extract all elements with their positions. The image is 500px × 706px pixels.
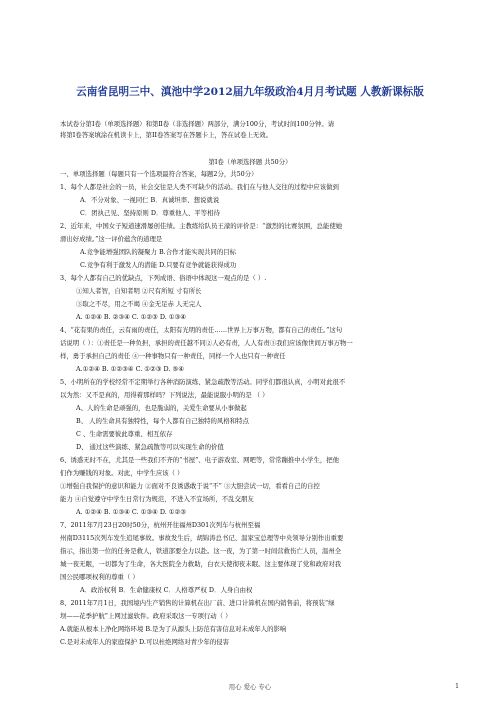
question-item: 8、2011年7月1日，我国境内生产销售的计算机在出厂前、进口计算机在国内销售前，将预装“绿 [60,599,335,607]
question-item: 3、每个人都有自己的优缺点，下列成语、俗语中体现这一观点的是（ ）. [60,274,267,282]
question-item: 2、近年来，中国女子短道速滑屡创佳绩。主教练给队员王濛的评价是：“激烈的比赛氛围，总能使她 [60,222,343,230]
question-item: 坝——花季护航”上网过滤软件。政府采取这一专项行动（ ） [60,612,232,620]
text-line: 将第Ⅰ卷答案填涂在机读卡上，第ⅠⅠ卷答案写在答题卡上，答在试卷上无效。 [60,131,273,139]
answer-option: A、人的生命是顽强的，也是脆弱的，关爱生命要从小事做起 [76,404,247,412]
question-item: 话说明（ ）：①责任是一种负担，承担的责任越不同②人必有责，人人有责③我们应该像世间万事万物一 [60,339,353,347]
question-item: 滑出好成绩。”这一评价蕴含的道理是 [60,235,163,243]
section-heading: 第Ⅰ卷（单项选择题 共50分） [208,158,292,166]
question-item: 城一夜无眠，一切都为了生命，各大医院全力救助，白衣天使彻夜未眠。这主要体现了党和政府对我 [60,560,342,568]
answer-option: C.是对未成年人的家庭保护 D.可以杜绝网络对青少年的侵害 [60,638,230,646]
question-heading: 一、单项选择题（每题只有一个选项最符合答案，每题2分，共50分） [60,170,258,178]
answer-option: ③取之不尽，用之不竭 ④金无足赤 人无完人 [76,300,202,308]
answer-option: 能力 ④自觉遵守中学生日常行为规范，不进入不宜场所，不乱交朋友 [60,495,254,503]
answer-option: A.①②④ B. ①②③④ C. ①②③ D. ⑤④ [76,365,184,373]
answer-option: ①增强自我保护的意识和能力 ②面对不良诱惑敢于说“不” ③大胆尝试一切，看看自己的自控 [60,482,320,490]
answer-option: ①知人者智，自知者明 ②尺有所短 寸有所长 [76,287,202,295]
question-item: 们作为赚钱的对象。对此，中学生应该（ ） [60,469,184,477]
question-item: 1、每个人都是社会的一员，社会交往是人类不可缺少的活动。我们在与他人交往的过程中应该做到 [60,183,339,191]
answer-option: A. ①②④ B. ②③④ C. ①②③ D. ①③④ [76,313,186,321]
question-item: 6、诱惑无时不在，尤其是一些我们不齐的“书屋”、电子游戏室、网吧等，常常蹦推中小学生，把他 [60,456,340,464]
page-title: 云南省昆明三中、滇池中学2012届九年级政治4月月考试题 人教新课标版 [76,86,424,98]
answer-option: C．团执己见、坚持原则 D．尊重他人、平等相待 [80,209,220,217]
answer-option: B、 人的生命具有独特性，每个人都有自己独特的风格和特点 [76,417,249,425]
answer-option: D、 通过这些演练、紧急疏散等可以实现生命的价值 [76,443,224,451]
answer-option: A.竞争能增强团队的凝聚力 B.合作才能实现共同的目标 [80,248,236,256]
question-item: 5、小明所在的学校经常不定期举行各种消防演练、紧急疏散等活动。同学们都很认真，小明对此很不 [60,378,346,386]
question-item: 以为然：又不是真的，用得着那样吗？下列说法，最能说服小明的是 （ ） [60,391,269,399]
question-item: 7、2011年7月23日20时50分，杭州开往福州D301次列车与杭州至福 [60,521,261,529]
answer-option: A．政治权利 B．生命健康权 C．人格尊严权 D．人身自由权 [80,586,253,594]
question-item: 国公民哪项权利的尊重（ ） [60,573,139,581]
answer-option: A.就能从根本上净化网络环境 B.是为了从源头上防范有害信息对未成年人的影响 [60,625,287,633]
answer-option: C.竞争有利于激发人的潜能 D.只要有竞争就能获得成功 [80,261,237,269]
answer-option: C 、生命需要彼此尊重、相互依存 [76,430,173,438]
question-item: 州南D3115次列车发生追尾事故。事故发生后，胡锦涛总书记、温家宝总理等中央领导分别作出重要 [60,534,344,542]
page-number: 1 [455,682,460,690]
question-item: 4、“花有果的责任，云有雨的责任，太阳有光明的责任……世界上万事万物，都有自己的责任。”这句 [60,326,343,334]
page-footer: 用心 爱心 专心 [228,683,272,691]
answer-option: A. ①②④ B. ①③④ C. ①③④ D. ①②③ [76,508,186,516]
question-item: 指示，指出第一位的任务是救人，铁道部要全力以赴。这一夜，为了第一时间营救伤亡人员，温州全 [60,547,342,555]
question-item: 样，勇于承担自己的责任 ④一种事物只有一种责任，同样一个人也只有一种责任 [60,352,286,360]
text-line: 本试卷分第Ⅰ卷（单项选择题）和第Ⅱ卷（非选择题）两部分，满分100分，考试时间100分钟。请 [60,120,335,128]
answer-option: A．不分对象、一视同仁 B．真诚坦率、想说就说 [80,196,220,204]
